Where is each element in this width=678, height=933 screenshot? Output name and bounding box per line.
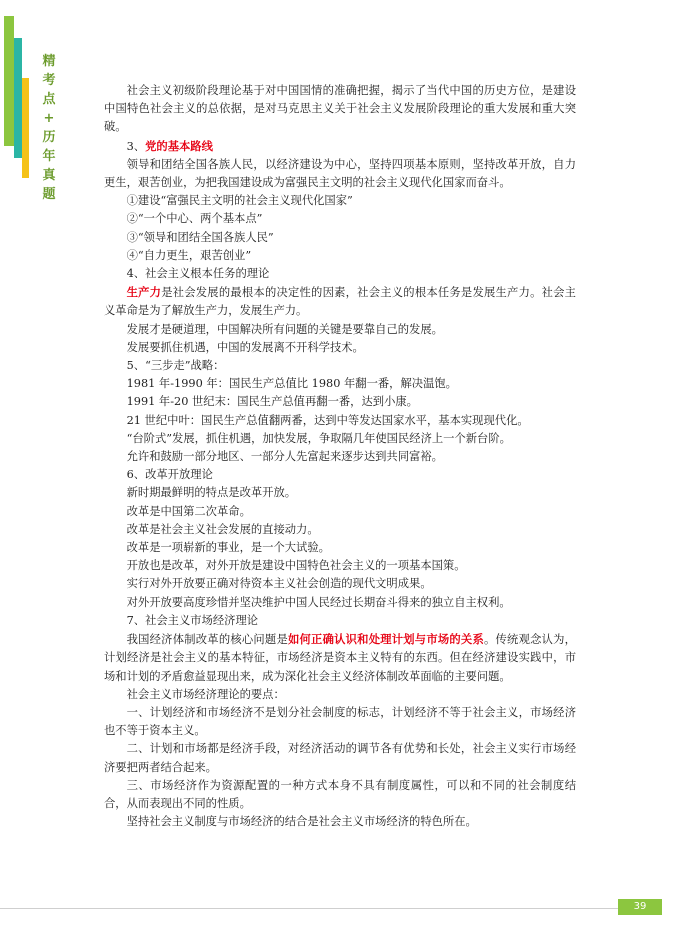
side-decoration	[0, 8, 30, 158]
highlight-text: 生产力	[126, 285, 162, 300]
section-heading: 5、“三步走”战略：	[126, 359, 225, 373]
list-item: ①建设“富强民主文明的社会主义现代化国家”	[126, 194, 353, 208]
paragraph: 二、计划和市场都是经济手段，对经济活动的调节各有优势和长处，社会主义实行市场经济要把两者结合起来。	[104, 742, 576, 774]
paragraph: 社会主义市场经济理论的要点：	[126, 687, 285, 701]
paragraph: 改革是社会主义社会发展的直接动力。	[126, 522, 319, 536]
list-item: 1981 年-1990 年：国民生产总值比 1980 年翻一番，解决温饱。	[126, 377, 457, 391]
paragraph: 新时期最鲜明的特点是改革开放。	[126, 486, 297, 500]
highlight-text: 如何正确认识和处理计划与市场的关系	[288, 632, 484, 647]
paragraph: 改革是一项崭新的事业，是一个大试验。	[126, 541, 330, 555]
paragraph: 允许和鼓励一部分地区、一部分人先富起来逐步达到共同富裕。	[126, 450, 443, 464]
paragraph: 发展才是硬道理，中国解决所有问题的关键是要靠自己的发展。	[126, 322, 443, 336]
paragraph: 开放也是改革，对外开放是建设中国特色社会主义的一项基本国策。	[126, 559, 466, 573]
yellow-stripe	[22, 78, 29, 178]
paragraph: 实行对外开放要正确对待资本主义社会创造的现代文明成果。	[126, 577, 432, 591]
section-heading: 3、党的基本路线	[126, 138, 213, 153]
list-item: ③“领导和团结全国各族人民”	[126, 230, 274, 244]
list-item: 21 世纪中叶：国民生产总值翻两番，达到中等发达国家水平，基本实现现代化。	[126, 413, 529, 427]
paragraph: 一、计划经济和市场经济不是划分社会制度的标志，计划经济不等于社会主义，市场经济也不等于资本主义。	[104, 705, 576, 738]
footer-divider	[0, 908, 618, 909]
list-item: ④“自力更生，艰苦创业”	[126, 248, 252, 262]
list-item: 1991 年-20 世纪末：国民生产总值再翻一番，达到小康。	[126, 395, 418, 409]
paragraph: 我国经济体制改革的核心问题是如何正确认识和处理计划与市场的关系。传统观念认为，计划经济是社会主义的基本特征，市场经济是资本主义特有的东西。但在经济建设实践中，市场和计划的矛盾愈益显现出来，成为深化社会主义经济体制改革面临的主要问题。	[104, 632, 576, 683]
paragraph: 改革是中国第二次革命。	[126, 504, 251, 518]
page-number: 39	[618, 899, 662, 915]
paragraph: 对外开放要高度珍惜并坚决维护中国人民经过长期奋斗得来的独立自主权利。	[126, 595, 511, 609]
paragraph: 社会主义初级阶段理论基于对中国国情的准确把握，揭示了当代中国的历史方位，是建设中国特色社会主义的总依据，是对马克思主义关于社会主义发展阶段理论的重大发展和重大突破。	[104, 84, 576, 134]
highlight-text: 党的基本路线	[145, 138, 213, 153]
paragraph: 发展要抓住机遇，中国的发展离不开科学技术。	[126, 340, 364, 354]
green-stripe	[4, 16, 14, 146]
side-section-title: 精 考 点 + 历 年 真 题	[42, 54, 56, 202]
paragraph: 生产力是社会发展的最根本的决定性的因素，社会主义的根本任务是发展生产力。社会主义革命是为了解放生产力，发展生产力。	[104, 285, 576, 318]
paragraph: “台阶式”发展，抓住机遇，加快发展，争取隔几年使国民经济上一个新台阶。	[126, 431, 511, 445]
section-heading: 4、社会主义根本任务的理论	[126, 267, 270, 281]
section-heading: 7、社会主义市场经济理论	[126, 613, 259, 627]
teal-stripe	[14, 38, 22, 158]
paragraph: 坚持社会主义制度与市场经济的结合是社会主义市场经济的特色所在。	[126, 815, 477, 829]
section-heading: 6、改革开放理论	[126, 468, 213, 482]
paragraph: 领导和团结全国各族人民，以经济建设为中心，坚持四项基本原则，坚持改革开放，自力更生，艰苦创业，为把我国建设成为富强民主文明的社会主义现代化国家而奋斗。	[104, 157, 576, 190]
paragraph: 三、市场经济作为资源配置的一种方式本身不具有制度属性，可以和不同的社会制度结合，从而表现出不同的性质。	[104, 778, 576, 810]
list-item: ②“一个中心、两个基本点”	[126, 212, 263, 226]
page-body	[104, 82, 576, 831]
